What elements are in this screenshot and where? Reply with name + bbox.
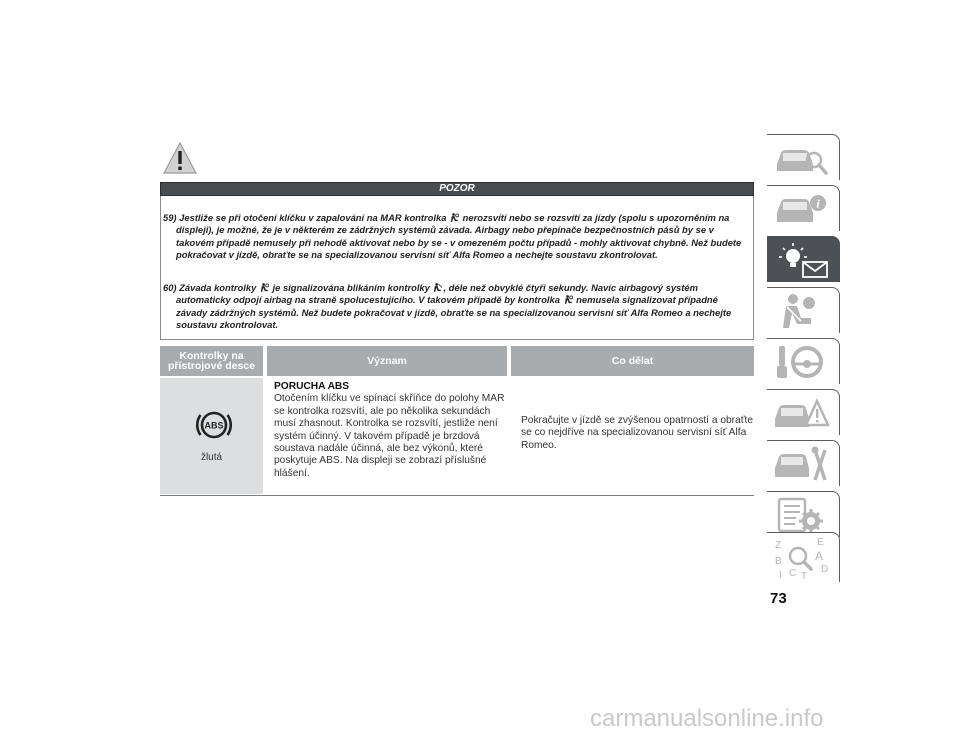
table-header-meaning: Význam: [267, 346, 507, 376]
car-service-icon: [771, 444, 831, 484]
alphabet-index-icon: [771, 536, 831, 580]
index-letter: E: [817, 537, 824, 548]
action-cell: Pokračujte v jízdě se zvýšenou opatrností a obraťte se co nejdříve na specializovanou servisní síť Alfa Romeo.: [521, 415, 754, 451]
indicator-color-label: žlutá: [200, 452, 223, 463]
index-letter: D: [821, 564, 829, 575]
tab-index[interactable]: [767, 532, 840, 582]
tab-car-info[interactable]: [767, 185, 840, 231]
tab-emergency[interactable]: [767, 389, 840, 435]
warning-title-bar: POZOR: [160, 182, 754, 196]
airbag-seat-icon: [433, 283, 442, 293]
car-search-icon: [771, 138, 831, 178]
airbag-seat-icon: [450, 213, 459, 223]
tab-safety[interactable]: [767, 287, 840, 333]
abs-warning-icon: [194, 405, 234, 445]
table-row-divider: [160, 495, 754, 496]
tab-car-search[interactable]: [767, 134, 840, 180]
page-number: 73: [770, 590, 787, 607]
tab-starting-driving[interactable]: [767, 338, 840, 384]
warning-light-message-icon: [771, 240, 831, 280]
note-number: 59): [163, 212, 177, 223]
abs-icon-label: ABS: [204, 420, 224, 431]
airbag-seat-icon: [260, 283, 269, 293]
index-letter: T: [801, 571, 808, 580]
index-letter: Z: [775, 540, 782, 551]
airbag-seat-icon: [564, 295, 573, 305]
index-letter: B: [775, 556, 782, 567]
index-letter: I: [779, 570, 782, 580]
meaning-text: Otočením klíčku ve spínací skříňce do polohy MAR se kontrolka rozsvítí, ale po několika sekundách musí zhasnout. Kontrolka se rozsvítí, jestliže není systém účinný. V takovém případě je brzdová soustava nadále účinná, ale bez výkonů, které poskytuje ABS. Na displeji se zobrazí příslušné hlášení.: [274, 393, 505, 479]
table-header-action: Co dělat: [511, 346, 754, 376]
car-breakdown-icon: [771, 393, 831, 433]
warning-note-59: 59) Jestliže se při otočení klíčku v zapalování na MAR kontrolka nerozsvítí nebo se rozsvítí za jízdy (spolu s upozorněním na displeji), je možné, že je v některém ze zádržných systémů závada. Airbagy nebo přepínače bezpečnostních pásů by se v takovém případě nemusely při nehodě aktivovat nebo by se - v omezeném počtu případů - mohly aktivovat chybně. Než budete pokračovat v jízdě, obraťte se na specializovanou servisní síť Alfa Romeo a nechejte soustavu zkontrolovat.: [163, 212, 742, 260]
car-info-icon: [771, 189, 831, 229]
steering-wheel-icon: [771, 342, 831, 382]
tab-maintenance[interactable]: [767, 440, 840, 486]
tab-warning-lights[interactable]: [767, 236, 840, 282]
index-letter: C: [789, 568, 797, 579]
specs-gear-icon: [771, 495, 831, 535]
watermark: carmanualsonline.info: [590, 705, 824, 732]
meaning-cell: [274, 381, 506, 480]
note-number: 60): [163, 282, 177, 293]
tab-technical-data[interactable]: [767, 491, 840, 537]
meaning-title: PORUCHA ABS: [274, 381, 350, 392]
index-letter: A: [815, 549, 824, 563]
table-header-indicators: Kontrolky na přístrojové desce: [160, 346, 263, 376]
svg-text:i: i: [816, 196, 820, 211]
seat-airbag-icon: [771, 291, 831, 331]
warning-triangle-icon: [163, 142, 197, 174]
warning-note-60: 60) Závada kontrolky je signalizována blikáním kontrolky , déle než obvyklé čtyři sekundy. Navíc airbagový systém automaticky odpojí airbag na straně spolucestujícího. V takovém případě by kontrolka nemusela signalizovat případné závady zádržných systémů. Než budete pokračovat v jízdě, obraťte se na specializovanou servisní síť Alfa Romeo a nechejte soustavu zkontrolovat.: [163, 282, 732, 330]
